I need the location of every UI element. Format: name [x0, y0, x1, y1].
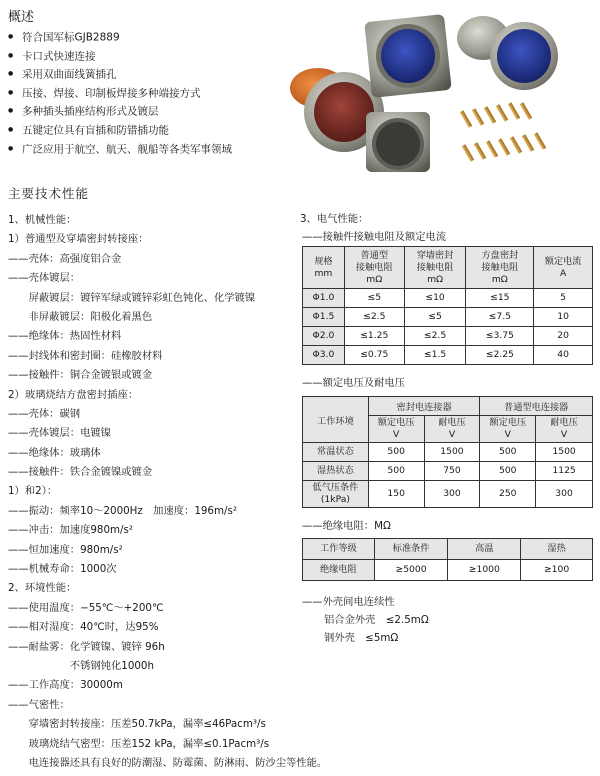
- spec-line: ——耐盐雾：化学镀镍、镀锌 96h: [8, 640, 165, 653]
- table-row: [303, 327, 593, 346]
- feature-item: [8, 121, 278, 140]
- table-cell: 1500: [424, 443, 480, 462]
- table-cell: 500: [368, 462, 424, 481]
- feature-text: 多种插头插座结构形式及镀层: [22, 105, 159, 118]
- table-cell: ≤10: [404, 289, 466, 308]
- spec-line: ——绝缘体：热固性材料: [8, 330, 122, 343]
- contact-resistance-table: [302, 246, 593, 365]
- table-cell: 20: [534, 327, 593, 346]
- table-cell: 300: [536, 481, 593, 508]
- column-header: 耐电压 V: [424, 416, 480, 443]
- table-cell: 500: [480, 443, 536, 462]
- bullet-icon: ●: [8, 144, 14, 152]
- table-cell: 500: [480, 462, 536, 481]
- table-cell: 300: [424, 481, 480, 508]
- steel-shell-line: 钢外壳 ≤5mΩ: [324, 632, 399, 644]
- spec-line: ——机械寿命：1000次: [8, 563, 117, 576]
- row-header: Φ1.5: [303, 308, 345, 327]
- bullet-icon: ●: [8, 125, 14, 133]
- table-cell: 1125: [536, 462, 593, 481]
- table-cell: ≥1000: [448, 560, 521, 581]
- spec-line: 电连接器还具有良好的防潮湿、防霉菌、防淋雨、防沙尘等性能。: [8, 756, 328, 769]
- connector-photo: [288, 8, 593, 180]
- table-cell: 5: [534, 289, 593, 308]
- circular-plug-image: [457, 16, 558, 90]
- spec-line: ——壳体镀层：: [8, 272, 81, 285]
- column-header: 高温: [448, 539, 521, 560]
- spec-line: 穿墙密封转接座：压差50.7kPa，漏率≤46Pacm³/s: [8, 718, 266, 731]
- spec-line: ——相对湿度：40℃时，达95%: [8, 621, 159, 634]
- column-header: 穿墙密封 接触电阻 mΩ: [404, 247, 466, 289]
- table-row: [303, 560, 593, 581]
- spec-line: 2）玻璃烧结方盘密封插座：: [8, 388, 139, 401]
- column-header: 方盘密封 接触电阻 mΩ: [466, 247, 534, 289]
- row-header: 常温状态: [303, 443, 369, 462]
- feature-text: 广泛应用于航空、航天、舰船等各类军事领域: [22, 142, 232, 155]
- gold-pin-connector-image: [366, 112, 430, 172]
- feature-text: 五键定位具有盲插和防错插功能: [22, 124, 169, 137]
- insulation-table: [302, 538, 593, 581]
- spec-line: ——接触件：铁合金镀镍或镀金: [8, 466, 153, 479]
- table-row: [303, 462, 593, 481]
- column-header: 额定电流 A: [534, 247, 593, 289]
- table-cell: 500: [368, 443, 424, 462]
- table-cell: ≥100: [521, 560, 593, 581]
- bullet-icon: ●: [8, 33, 14, 40]
- spec-line: ——绝缘体：玻璃体: [8, 446, 101, 459]
- feature-item: [8, 102, 278, 121]
- table-cell: ≤2.5: [404, 327, 466, 346]
- feature-item: [8, 65, 278, 84]
- column-header: 规格 mm: [303, 247, 345, 289]
- sealed-group-header: 密封电连接器: [368, 397, 480, 416]
- voltage-table: [302, 396, 593, 508]
- feature-text: 采用双曲面线簧插孔: [22, 68, 117, 81]
- table-cell: 250: [480, 481, 536, 508]
- column-header: 湿热: [521, 539, 593, 560]
- table-cell: 1500: [536, 443, 593, 462]
- spec-line: 不锈钢钝化1000h: [8, 659, 154, 672]
- feature-item: [8, 47, 278, 66]
- table-row: [303, 289, 593, 308]
- contacts-image: [460, 102, 546, 162]
- feature-item: [8, 140, 278, 159]
- aluminum-shell-line: 铝合金外壳 ≤2.5mΩ: [324, 614, 429, 626]
- spec-line: ——接触件：铜合金镀银或镀金: [8, 369, 153, 382]
- table-cell: ≤5: [404, 308, 466, 327]
- contact-resistance-caption: ——接触件接触电阻及额定电流: [302, 231, 447, 243]
- spec-line: 非屏蔽镀层：阳极化着黑色: [8, 310, 153, 323]
- bullet-icon: ●: [8, 107, 14, 115]
- spec-line: ——封线体和密封圈：硅橡胶材料: [8, 349, 163, 362]
- spec-line: ——恒加速度：980m/s²: [8, 543, 123, 556]
- bullet-icon: ●: [8, 88, 14, 96]
- main-title: 主要技术性能: [8, 186, 90, 201]
- electrical-performance: [300, 210, 595, 647]
- table-row: [303, 443, 593, 462]
- row-header: Φ2.0: [303, 327, 345, 346]
- row-header: Φ3.0: [303, 346, 345, 365]
- table-cell: ≤2.5: [344, 308, 404, 327]
- feature-text: 卡口式快速连接: [22, 49, 96, 62]
- feature-item: [8, 28, 278, 47]
- spec-line: 玻璃烧结气密型：压差152 kPa，漏率≤0.1Pacm³/s: [8, 737, 270, 750]
- table-cell: ≤1.5: [404, 346, 466, 365]
- table-cell: ≤2.25: [466, 346, 534, 365]
- spec-line: ——壳体镀层：电镀镍: [8, 427, 111, 440]
- spec-line: ——振动：频率10～2000Hz 加速度：196m/s²: [8, 504, 237, 517]
- column-header: 普通型 接触电阻 mΩ: [344, 247, 404, 289]
- spec-line: ——壳体：碳钢: [8, 407, 81, 420]
- spec-line: 2、环境性能：: [8, 582, 77, 595]
- table-cell: ≤3.75: [466, 327, 534, 346]
- feature-text: 压接、焊接、印制板焊接多种端接方式: [22, 87, 201, 100]
- shell-continuity-caption: ——外壳间电连续性: [302, 596, 395, 608]
- table-cell: 40: [534, 346, 593, 365]
- feature-item: [8, 84, 278, 103]
- table-cell: ≤1.25: [344, 327, 404, 346]
- spec-line: 1、机械性能：: [8, 214, 77, 226]
- spec-line: ——使用温度：−55℃～+200℃: [8, 601, 164, 614]
- env-header: 工作环境: [303, 397, 369, 443]
- table-cell: ≤0.75: [344, 346, 404, 365]
- insulation-caption: ——绝缘电阻：MΩ: [302, 520, 391, 532]
- spec-line: ——冲击：加速度980m/s²: [8, 524, 134, 537]
- feature-list: [8, 28, 278, 158]
- voltage-caption: ——额定电压及耐电压: [302, 377, 405, 389]
- spec-line: 1）和2）：: [8, 485, 58, 498]
- column-header: 耐电压 V: [536, 416, 593, 443]
- column-header: 额定电压 V: [480, 416, 536, 443]
- bullet-icon: ●: [8, 70, 14, 78]
- standard-group-header: 普通型电连接器: [480, 397, 593, 416]
- spec-line: ——壳体：高强度铝合金: [8, 252, 122, 265]
- row-header: Φ1.0: [303, 289, 345, 308]
- row-header: 湿热状态: [303, 462, 369, 481]
- column-header: 标准条件: [374, 539, 448, 560]
- spec-line: 屏蔽镀层：镀锌军绿或镀锌彩虹色钝化、化学镀镍: [8, 291, 256, 304]
- bullet-icon: ●: [8, 51, 14, 59]
- overview-title: 概述: [8, 10, 35, 25]
- spec-line: 1）普通型及穿墙密封转接座：: [8, 233, 149, 246]
- table-cell: ≤7.5: [466, 308, 534, 327]
- feature-text: 符合国军标GJB2889: [22, 31, 120, 44]
- column-header: 额定电压 V: [368, 416, 424, 443]
- table-row: [303, 346, 593, 365]
- table-cell: ≤15: [466, 289, 534, 308]
- table-row: [303, 308, 593, 327]
- electrical-heading: 3、电气性能：: [300, 213, 369, 225]
- row-header: 低气压条件 (1kPa): [303, 481, 369, 508]
- table-cell: 750: [424, 462, 480, 481]
- table-row: [303, 481, 593, 508]
- table-cell: 150: [368, 481, 424, 508]
- table-cell: ≥5000: [374, 560, 448, 581]
- row-header: 绝缘电阻: [303, 560, 375, 581]
- spec-line: ——气密性：: [8, 698, 70, 711]
- table-cell: ≤5: [344, 289, 404, 308]
- square-flange-connector-image: [364, 14, 452, 98]
- spec-line: ——工作高度：30000m: [8, 679, 123, 692]
- table-cell: 10: [534, 308, 593, 327]
- column-header: 工作等级: [303, 539, 375, 560]
